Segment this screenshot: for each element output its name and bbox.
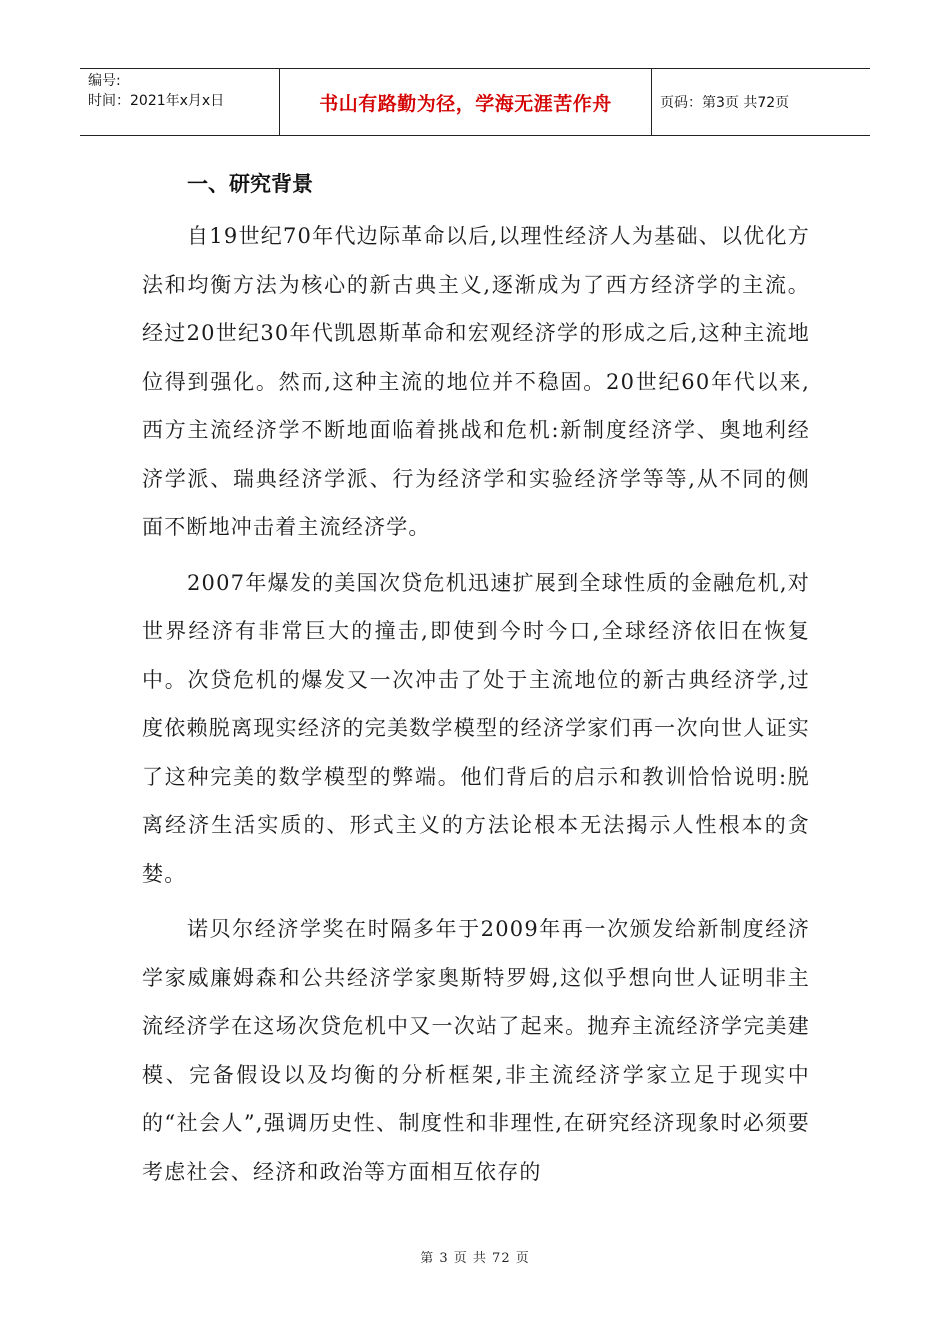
paragraph: 自19世纪70年代边际革命以后,以理性经济人为基础、以优化方法和均衡方法为核心的新古典主义,逐渐成为了西方经济学的主流。经过20世纪30年代凯恩斯革命和宏观经济学的形成之后,这种主流地位得到强化。然而,这种主流的地位并不稳固。20世纪60年代以来,西方主流经济学不断地面临着挑战和危机:新制度经济学、奥地利经济学派、瑞典经济学派、行为经济学和实验经济学等等,从不同的侧面不断地冲击着主流经济学。: [142, 224, 810, 539]
number-label: 编号:: [88, 73, 121, 89]
paragraph: 诺贝尔经济学奖在时隔多年于2009年再一次颁发给新制度经济学家威廉姆森和公共经济学家奥斯特罗姆,这似乎想向世人证明非主流经济学在这场次贷危机中又一次站了起来。抛弃主流经济学完美建模、完备假设以及均衡的分析框架,非主流经济学家立足于现实中的“社会人”,强调历史性、制度性和非理性,在研究经济现象时必须要考虑社会、经济和政治等方面相互依存的: [142, 917, 810, 1184]
header-motto: 书山有路勤为径，学海无涯苦作舟: [280, 69, 652, 135]
body-text: [142, 212, 810, 1196]
section-heading: 一、研究背景: [187, 172, 313, 196]
time-label: 时间：2021年x月x日: [88, 93, 225, 109]
header-meta: [80, 69, 280, 135]
header-page-label: 页码：第3页 共72页: [660, 95, 790, 111]
document-header: [80, 68, 870, 136]
paragraph: 2007年爆发的美国次贷危机迅速扩展到全球性质的金融危机,对世界经济有非常巨大的撞击,即使到今时今口,全球经济依旧在恢复中。次贷危机的爆发又一次冲击了处于主流地位的新古典经济学,过度依赖脱离现实经济的完美数学模型的经济学家们再一次向世人证实了这种完美的数学模型的弊端。他们背后的启示和教训恰恰说明:脱离经济生活实质的、形式主义的方法论根本无法揭示人性根本的贪婪。: [142, 570, 810, 886]
page-footer: 第 3 页 共 72 页: [420, 1251, 530, 1266]
